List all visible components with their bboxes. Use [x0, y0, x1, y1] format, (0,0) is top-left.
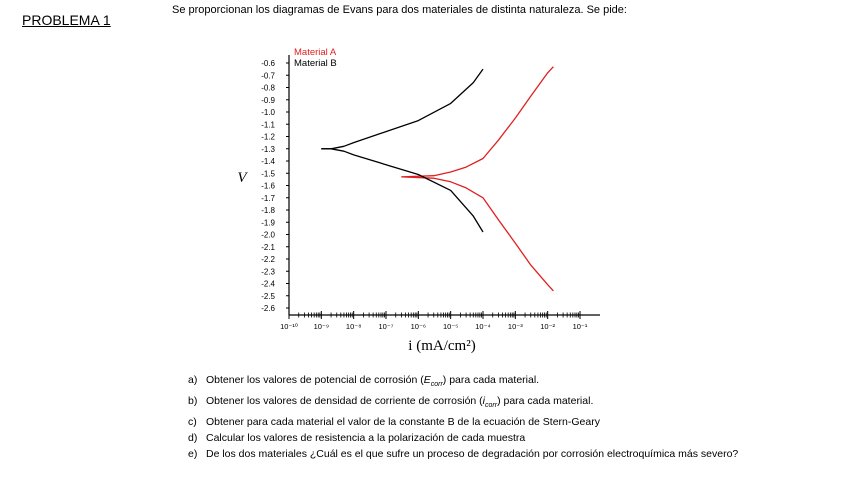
- y-tick-label: -2.2: [261, 255, 275, 264]
- y-tick-label: -2.5: [261, 291, 275, 301]
- y-tick-label: -2.1: [261, 242, 275, 252]
- legend-entry: Material B: [294, 58, 337, 69]
- question-item: [188, 393, 788, 414]
- question-letter: a): [188, 374, 198, 386]
- problem-intro: Se proporcionan los diagramas de Evans para dos materiales de distinta naturaleza. Se pide:: [172, 4, 627, 16]
- material-b-anodic-line: [321, 69, 483, 149]
- question-item: [188, 430, 788, 446]
- y-tick-label: -1.6: [261, 181, 275, 191]
- y-tick-label: -1.5: [261, 169, 275, 179]
- question-letter: c): [188, 416, 197, 429]
- y-tick-label: -2.6: [261, 304, 275, 313]
- y-tick-label: -0.6: [261, 59, 275, 68]
- material-b-cathodic-line: [321, 149, 483, 232]
- y-tick-label: -1.2: [261, 132, 275, 142]
- y-tick-label: -0.7: [261, 71, 275, 81]
- y-tick-label: -1.0: [261, 108, 275, 117]
- problem-title: PROBLEMA 1: [22, 12, 111, 28]
- x-axis-label: i (mA/cm²): [408, 338, 476, 354]
- question-text: Obtener los valores de densidad de corriente de corrosión $(i_{corr})$ para cada material.: [206, 395, 594, 410]
- y-axis-label: V: [237, 170, 247, 186]
- y-tick-label: -2.3: [261, 267, 275, 277]
- material-a-anodic-line: [401, 67, 553, 177]
- x-tick-label: 10⁻⁹: [313, 322, 330, 331]
- x-tick-label: 10⁻⁸: [345, 322, 362, 331]
- y-tick-label: -1.3: [261, 144, 275, 154]
- y-tick-label: -1.1: [261, 120, 275, 130]
- x-tick-label: 10⁻⁷: [378, 322, 394, 331]
- x-tick-label: 10⁻⁵: [442, 322, 459, 331]
- question-text: Obtener para cada material el valor de la constante B de la ecuación de Stern-Geary: [206, 416, 600, 429]
- y-tick-label: -0.8: [261, 83, 275, 93]
- question-item: [188, 414, 788, 430]
- y-tick-label: -1.7: [261, 193, 275, 203]
- x-tick-label: 10⁻¹: [572, 322, 588, 331]
- material-a-cathodic-line: [401, 177, 553, 291]
- legend-entry: Material A: [294, 47, 337, 58]
- question-letter: b): [188, 395, 198, 408]
- y-tick-label: -2.4: [261, 279, 275, 289]
- y-tick-label: -2.0: [261, 230, 275, 240]
- question-letter: d): [188, 432, 198, 445]
- question-item: [188, 372, 788, 393]
- question-text: De los dos materiales ¿Cuál es el que sufre un proceso de degradación por corrosión electroquímica más severo?: [206, 448, 739, 461]
- x-tick-label: 10⁻⁶: [410, 322, 427, 331]
- x-tick-label: 10⁻²: [540, 322, 556, 331]
- y-tick-label: -1.9: [261, 218, 275, 228]
- y-tick-label: -1.4: [261, 157, 275, 166]
- question-item: [188, 446, 788, 462]
- question-text: Obtener los valores de potencial de corrosión $(E_{corr})$ para cada material.: [206, 374, 540, 389]
- y-tick-label: -1.8: [261, 206, 275, 215]
- question-text: Calcular los valores de resistencia a la polarización de cada muestra: [206, 432, 526, 445]
- x-tick-label: 10⁻³: [507, 322, 523, 331]
- y-tick-label: -0.9: [261, 95, 275, 105]
- questions-list: [188, 372, 788, 462]
- x-tick-label: 10⁻¹⁰: [280, 322, 298, 331]
- question-letter: e): [188, 448, 198, 461]
- x-tick-label: 10⁻⁴: [475, 322, 491, 331]
